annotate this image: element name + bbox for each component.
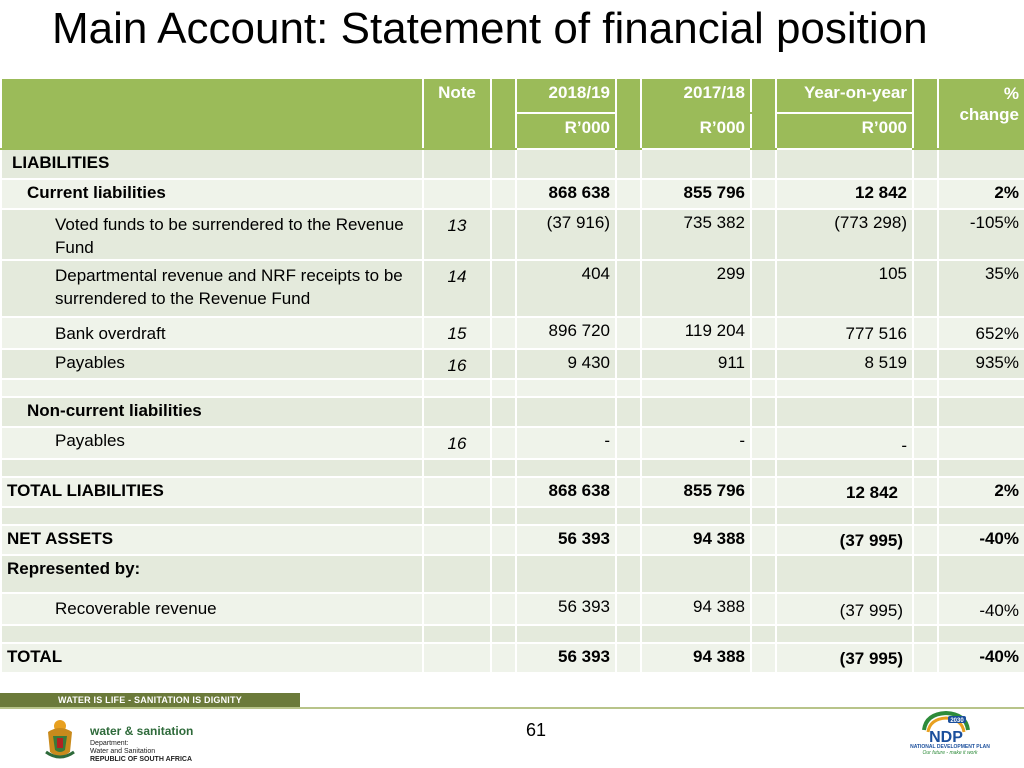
header-percent-change: % change — [938, 78, 1024, 149]
row-label: Recoverable revenue — [1, 593, 423, 625]
header-unit-2017-18: R’000 — [641, 113, 751, 149]
row-recoverable-revenue — [1, 593, 1024, 625]
note-ref: 16 — [423, 427, 491, 459]
value-2017-18: 911 — [641, 349, 751, 379]
row-total-liabilities — [1, 477, 1024, 507]
row-label: Current liabilities — [1, 179, 423, 209]
value-percent-change: -40% — [938, 593, 1024, 625]
row-label: NET ASSETS — [1, 525, 423, 555]
spacer-cell — [751, 78, 776, 149]
value-2018-19: 56 393 — [516, 643, 616, 673]
note-ref: 16 — [423, 349, 491, 379]
row-total — [1, 643, 1024, 673]
value-2017-18: 94 388 — [641, 525, 751, 555]
value-2017-18: 119 204 — [641, 317, 751, 349]
ndp-caption: NATIONAL DEVELOPMENT PLAN Our future - make it work — [910, 744, 990, 756]
spacer-row — [1, 379, 1024, 397]
row-label: Payables — [1, 427, 423, 459]
value-year-on-year: (37 995) — [776, 593, 913, 625]
ndp-name: NDP — [929, 729, 963, 744]
spacer-row — [1, 625, 1024, 643]
footer-slogan: WATER IS LIFE - SANITATION IS DIGNITY — [58, 695, 242, 705]
row-liabilities — [1, 149, 1024, 179]
value-year-on-year: 12 842 — [776, 179, 913, 209]
row-departmental-revenue — [1, 260, 1024, 317]
header-year-2017-18: 2017/18 — [641, 78, 751, 113]
department-name: water & sanitation — [90, 724, 194, 738]
value-year-on-year: 777 516 — [776, 317, 913, 349]
header-year-on-year: Year-on-year — [776, 78, 913, 113]
row-non-current-liabilities — [1, 397, 1024, 427]
page-title: Main Account: Statement of financial position — [52, 4, 928, 53]
value-2017-18: 735 382 — [641, 209, 751, 260]
row-label: TOTAL — [1, 643, 423, 673]
footer-divider — [0, 707, 1024, 709]
spacer-cell — [491, 78, 516, 149]
note-ref: 15 — [423, 317, 491, 349]
value-year-on-year: (37 995) — [776, 525, 913, 555]
value-2017-18: 299 — [641, 260, 751, 317]
note-ref: 13 — [423, 209, 491, 260]
row-label: Bank overdraft — [1, 317, 423, 349]
value-2018-19: 868 638 — [516, 179, 616, 209]
value-2017-18: 855 796 — [641, 477, 751, 507]
financial-position-table — [0, 77, 1024, 674]
row-voted-funds — [1, 209, 1024, 260]
value-2018-19: 56 393 — [516, 593, 616, 625]
value-year-on-year: (37 995) — [776, 643, 913, 673]
page-number: 61 — [526, 720, 547, 740]
header-unit-year-on-year: R’000 — [776, 113, 913, 149]
department-details: Department: Water and Sanitation REPUBLIC OF SOUTH AFRICA — [90, 740, 193, 763]
row-label: Non-current liabilities — [1, 397, 423, 427]
spacer-cell — [913, 78, 938, 149]
coat-of-arms-icon — [38, 718, 82, 767]
value-2017-18: 94 388 — [641, 593, 751, 625]
header-note: Note — [423, 78, 491, 149]
value-2017-18: 94 388 — [641, 643, 751, 673]
row-label: LIABILITIES — [1, 149, 423, 179]
row-bank-overdraft — [1, 317, 1024, 349]
value-percent-change: -105% — [938, 209, 1024, 260]
value-year-on-year: - — [776, 427, 913, 459]
value-2018-19: 9 430 — [516, 349, 616, 379]
value-2018-19: 896 720 — [516, 317, 616, 349]
value-percent-change: 35% — [938, 260, 1024, 317]
value-year-on-year: (773 298) — [776, 209, 913, 260]
spacer-row — [1, 507, 1024, 525]
note-ref: 14 — [423, 260, 491, 317]
ndp-year: 2030 — [950, 718, 964, 724]
value-2018-19: 56 393 — [516, 525, 616, 555]
value-percent-change: -40% — [938, 643, 1024, 673]
table-header-row — [1, 78, 1024, 113]
value-percent-change: 2% — [938, 179, 1024, 209]
value-percent-change: -40% — [938, 525, 1024, 555]
header-year-2018-19: 2018/19 — [516, 78, 616, 113]
row-label: Voted funds to be surrendered to the Revenue Fund — [1, 209, 423, 260]
row-represented-by — [1, 555, 1024, 593]
value-2018-19: 404 — [516, 260, 616, 317]
row-label: Departmental revenue and NRF receipts to be surrendered to the Revenue Fund — [1, 260, 423, 317]
row-current-liabilities — [1, 179, 1024, 209]
value-2017-18: - — [641, 427, 751, 459]
value-year-on-year: 12 842 — [776, 477, 913, 507]
row-label: TOTAL LIABILITIES — [1, 477, 423, 507]
value-year-on-year: 105 — [776, 260, 913, 317]
header-unit-2018-19: R’000 — [516, 113, 616, 149]
header-label-cell — [1, 78, 423, 149]
row-label: Represented by: — [1, 555, 423, 593]
value-2018-19: (37 916) — [516, 209, 616, 260]
spacer-cell — [616, 78, 641, 149]
spacer-row — [1, 459, 1024, 477]
value-2017-18: 855 796 — [641, 179, 751, 209]
value-2018-19: 868 638 — [516, 477, 616, 507]
value-2018-19: - — [516, 427, 616, 459]
row-non-current-payables — [1, 427, 1024, 459]
value-year-on-year: 8 519 — [776, 349, 913, 379]
row-label: Payables — [1, 349, 423, 379]
value-percent-change: 935% — [938, 349, 1024, 379]
value-percent-change: 2% — [938, 477, 1024, 507]
value-percent-change: 652% — [938, 317, 1024, 349]
row-net-assets — [1, 525, 1024, 555]
row-payables — [1, 349, 1024, 379]
